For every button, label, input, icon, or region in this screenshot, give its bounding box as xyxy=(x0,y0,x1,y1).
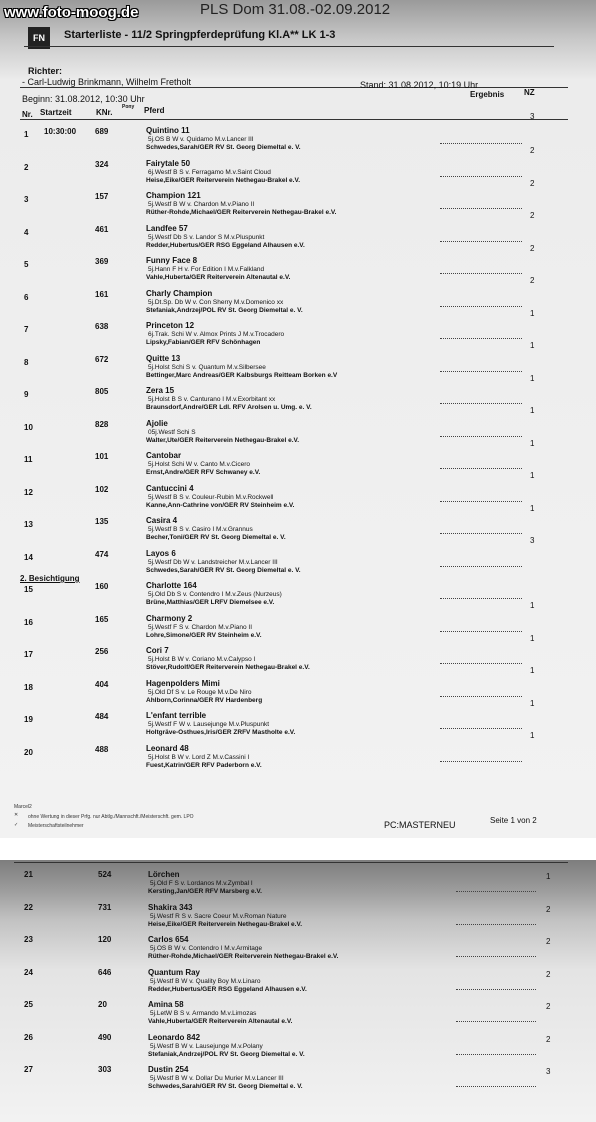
horse-name: L'enfant terrible xyxy=(146,711,207,721)
start-number: 5 xyxy=(24,260,29,269)
result-field xyxy=(440,142,522,144)
nz-value: 2 xyxy=(530,178,535,188)
head-number: 490 xyxy=(98,1032,112,1042)
list-item xyxy=(0,224,596,254)
start-number: 10 xyxy=(24,422,33,432)
rider-club: Schwedes,Sarah/GER RV St. Georg Diemeltal e. V. xyxy=(146,566,301,574)
result-field xyxy=(456,890,536,892)
head-number: 488 xyxy=(95,745,109,754)
list-item xyxy=(0,966,596,996)
start-time: 10:30:00 xyxy=(44,127,77,136)
horse-details: 5j.Holst B W v. Lord Z M.v.Cassini I xyxy=(148,754,250,761)
rider-club: Schwedes,Sarah/GER RV St. Georg Diemeltal e. V. xyxy=(146,144,301,151)
start-number: 8 xyxy=(24,357,29,367)
cross-icon: ✕ xyxy=(14,812,19,818)
start-number: 6 xyxy=(24,292,29,302)
rider-club: Braunsdorf,Andre/GER Ldl. RFV Arolsen u. Umg. e. V. xyxy=(146,404,312,411)
head-number: 102 xyxy=(95,484,109,494)
list-item xyxy=(0,191,596,221)
result-field xyxy=(440,695,522,697)
col-knr: KNr. xyxy=(96,108,113,117)
head-number: 101 xyxy=(95,452,109,461)
horse-details: 5j.Westf B W v. Lausejunge M.v.Polany xyxy=(150,1042,263,1050)
start-number: 16 xyxy=(24,617,33,627)
list-item xyxy=(0,711,596,741)
rider-club: Stöver,Rudolf/GER Reiterverein Nethegau-Brakel e.V. xyxy=(146,664,310,672)
list-item xyxy=(0,159,596,189)
nz-value: 2 xyxy=(530,243,535,253)
check-icon: ✓ xyxy=(14,822,19,828)
head-number: 120 xyxy=(98,935,112,944)
result-field xyxy=(456,955,536,957)
competition-title: Starterliste - 11/2 Springpferdeprüfung Kl.A** LK 1-3 xyxy=(64,29,336,41)
nz-value: 1 xyxy=(546,872,551,881)
rider-club: Ahlborn,Corinna/GER RV Hardenberg xyxy=(146,696,263,704)
nz-value: 1 xyxy=(530,601,535,610)
horse-name: Lörchen xyxy=(148,870,180,879)
horse-details: 5j.OS B W v. Quidamo M.v.Lancer III xyxy=(148,136,254,143)
horse-details: 5j.Westf F S v. Chardon M.v.Piano II xyxy=(148,623,253,631)
horse-details: 05j.Westf Schi S xyxy=(148,428,196,436)
start-number: 26 xyxy=(24,1032,33,1042)
result-field xyxy=(440,435,522,437)
start-time: Beginn: 31.08.2012, 10:30 Uhr xyxy=(22,94,145,104)
divider xyxy=(20,119,568,120)
result-field xyxy=(440,500,522,502)
nz-value: 1 xyxy=(530,373,535,383)
col-startzeit: Startzeit xyxy=(40,108,72,117)
result-field xyxy=(440,370,522,372)
horse-details: 5j.Holst B S v. Canturano I M.v.Exorbitant xx xyxy=(148,396,276,403)
head-number: 474 xyxy=(95,549,109,559)
rider-club: Schwedes,Sarah/GER RV St. Georg Diemeltal e. V. xyxy=(148,1083,303,1090)
horse-details: 5j.Holst B W v. Coriano M.v.Calypso I xyxy=(148,656,256,664)
horse-details: 5j.LetW B S v. Armando M.v.Limozas xyxy=(150,1010,257,1017)
start-number: 4 xyxy=(24,227,29,237)
nz-value: 2 xyxy=(530,211,535,220)
result-field xyxy=(440,337,522,339)
list-item xyxy=(0,933,596,963)
list-item xyxy=(0,354,596,384)
head-number: 20 xyxy=(98,1000,107,1009)
result-field xyxy=(456,923,536,925)
judges-label: Richter: xyxy=(28,66,63,76)
head-number: 805 xyxy=(95,387,109,396)
rider-club: Holtgräve-Osthues,Iris/GER ZRFV Mastholte e.V. xyxy=(146,729,296,737)
list-item xyxy=(0,386,596,416)
horse-name: Fairytale 50 xyxy=(146,158,191,168)
horse-name: Landfee 57 xyxy=(146,223,188,233)
horse-details: 5j.Holst Schi S v. Quantum M.v.Silbersee xyxy=(148,363,266,371)
list-item xyxy=(0,1063,596,1093)
start-number: 27 xyxy=(24,1065,33,1074)
horse-details: 5j.Hann F H v. For Edition I M.v.Falkland xyxy=(148,266,265,273)
horse-details: 5j.Old Df S v. Le Rouge M.v.De Niro xyxy=(148,688,252,696)
horse-details: 5j.Westf B S v. Couleur-Rubin M.v.Rockwell xyxy=(148,493,274,501)
horse-name: Amina 58 xyxy=(148,1000,184,1009)
result-field xyxy=(440,597,522,599)
rider-club: Redder,Hubertus/GER RSG Eggeland Alhausen e.V. xyxy=(148,985,307,993)
head-number: 157 xyxy=(95,192,109,201)
head-number: 256 xyxy=(95,647,109,657)
head-number: 404 xyxy=(95,679,109,689)
horse-name: Hagenpolders Mimi xyxy=(146,678,220,688)
horse-details: 5j.Old Db S v. Contendro I M.v.Zeus (Nurzeus) xyxy=(148,591,282,598)
horse-name: Cantuccini 4 xyxy=(146,483,194,493)
start-number: 19 xyxy=(24,715,33,725)
list-item xyxy=(0,256,596,286)
start-number: 2 xyxy=(24,162,29,172)
col-pferd: Pferd xyxy=(144,106,165,115)
horse-name: Shakira 343 xyxy=(148,902,193,912)
nz-value: 1 xyxy=(530,471,535,480)
horse-name: Charly Champion xyxy=(146,288,213,298)
horse-name: Charlotte 164 xyxy=(146,581,197,590)
result-field xyxy=(440,175,522,177)
list-item xyxy=(0,549,596,579)
start-number: 11 xyxy=(24,455,33,464)
list-item xyxy=(0,614,596,644)
start-number: 23 xyxy=(24,935,33,944)
list-item xyxy=(0,679,596,709)
horse-details: 5j.Westf B S v. Casiro I M.v.Grannus xyxy=(148,526,253,533)
horse-name: Casira 4 xyxy=(146,516,178,525)
result-field xyxy=(440,630,522,632)
rider-club: Vahle,Huberta/GER Reiterverein Altenautal e.V. xyxy=(146,274,291,281)
horse-name: Carlos 654 xyxy=(148,935,189,944)
result-field xyxy=(440,760,522,762)
result-field xyxy=(440,305,522,307)
nz-value: 3 xyxy=(546,1067,551,1076)
rider-club: Fuest,Katrin/GER RFV Paderborn e.V. xyxy=(146,762,262,769)
result-field xyxy=(440,532,522,534)
head-number: 324 xyxy=(95,159,109,169)
list-item xyxy=(0,868,596,898)
legend-no-rating: ohne Wertung in dieser Prfg. nur Abtlg./Mannschft./Meisterschft. gem. LPO xyxy=(28,814,194,820)
divider xyxy=(14,862,568,863)
horse-details: 5j.Dt.Sp. Db W v. Con Sherry M.v.Domenico xx xyxy=(148,298,284,306)
horse-details: 5j.Westf B W v. Chardon M.v.Piano II xyxy=(148,201,255,208)
result-field xyxy=(440,207,522,209)
horse-name: Princeton 12 xyxy=(146,321,195,330)
nz-value: 1 xyxy=(530,666,535,676)
start-number: 18 xyxy=(24,682,33,692)
rider-club: Kersting,Jan/GER RFV Marsberg e.V. xyxy=(148,888,262,895)
rider-club: Lipsky,Fabian/GER RFV Schönhagen xyxy=(146,339,261,346)
horse-details: 5j.Old F S v. Lordanos M.v.Zymbal I xyxy=(150,880,253,887)
head-number: 484 xyxy=(95,712,109,722)
result-field xyxy=(440,402,522,404)
result-field xyxy=(456,1053,536,1055)
nz-value: 1 xyxy=(530,503,535,513)
result-field xyxy=(440,662,522,664)
list-item xyxy=(0,321,596,351)
horse-details: 5j.OS B W v. Contendro I M.v.Armitage xyxy=(150,945,263,952)
rider-club: Brüne,Matthias/GER LRFV Diemelsee e.V. xyxy=(146,599,275,606)
legend-championship: Meisterschaftsteilnehmer xyxy=(28,823,84,829)
nz-value: 1 xyxy=(530,633,535,643)
start-number: 12 xyxy=(24,487,33,497)
nz-value: 2 xyxy=(546,1002,551,1011)
rider-club: Rüther-Rohde,Michael/GER Reiterverein Nethegau-Brakel e.V. xyxy=(146,209,337,216)
rider-club: Heise,Eike/GER Reiterverein Nethegau-Brakel e.V. xyxy=(148,920,303,928)
head-number: 731 xyxy=(98,902,112,912)
nz-value: 1 xyxy=(530,406,535,415)
start-number: 25 xyxy=(24,1000,33,1009)
head-number: 135 xyxy=(95,517,109,526)
rider-club: Walter,Ute/GER Reiterverein Nethegau-Brakel e.V. xyxy=(146,436,300,444)
nz-value: 1 xyxy=(530,698,535,708)
horse-details: 6j.Westf B S v. Ferragamo M.v.Saint Cloud xyxy=(148,168,271,176)
nz-value: 2 xyxy=(546,1034,551,1044)
horse-name: Charmony 2 xyxy=(146,613,193,623)
start-number: 1 xyxy=(24,130,29,139)
start-number: 14 xyxy=(24,552,33,562)
horse-name: Funny Face 8 xyxy=(146,256,198,265)
nz-value: 1 xyxy=(530,308,535,318)
start-number: 3 xyxy=(24,195,29,204)
horse-name: Quitte 13 xyxy=(146,353,181,363)
start-number: 17 xyxy=(24,650,33,660)
stand-timestamp: Stand: 31.08.2012, 10:19 Uhr xyxy=(360,80,479,90)
divider xyxy=(24,46,554,47)
head-number: 828 xyxy=(95,419,109,429)
horse-details: 5j.Westf Db W v. Landstreicher M.v.Lancer III xyxy=(148,558,278,566)
rider-club: Redder,Hubertus/GER RSG Eggeland Alhausen e.V. xyxy=(146,241,305,249)
rider-club: Heise,Eike/GER Reiterverein Nethegau-Brakel e.V. xyxy=(146,176,301,184)
horse-name: Quintino 11 xyxy=(146,126,190,135)
result-header: Ergebnis xyxy=(470,90,505,99)
list-item xyxy=(0,998,596,1028)
nz-value: 2 xyxy=(530,146,535,155)
start-number: 13 xyxy=(24,520,33,529)
list-item xyxy=(0,451,596,481)
horse-details: 5j.Westf Db S v. Landor S M.v.Pluspunkt xyxy=(148,233,265,241)
horse-name: Cantobar xyxy=(146,451,182,460)
result-field xyxy=(456,988,536,990)
list-item xyxy=(0,744,596,774)
horse-details: 5j.Westf B W v. Dollar Du Murier M.v.Lancer III xyxy=(150,1075,284,1082)
col-nr: Nr. xyxy=(22,110,33,119)
horse-details: 5j.Westf F W v. Lausejunge M.v.Pluspunkt xyxy=(148,721,270,729)
horse-details: 5j.Holst Schi W v. Canto M.v.Cicero xyxy=(148,461,250,468)
list-item xyxy=(0,419,596,449)
head-number: 165 xyxy=(95,614,109,624)
nz-value: 2 xyxy=(530,276,535,285)
horse-name: Cori 7 xyxy=(146,646,169,656)
horse-name: Champion 121 xyxy=(146,191,201,200)
start-number: 9 xyxy=(24,390,29,399)
pc-name: PC:MASTERNEU xyxy=(384,820,456,830)
nz-value: 1 xyxy=(530,438,535,448)
rider-club: Lohre,Simone/GER RV Steinheim e.V. xyxy=(146,631,262,639)
section-2-besichtigung: 2. Besichtigung xyxy=(20,574,80,583)
result-field xyxy=(440,467,522,469)
head-number: 461 xyxy=(95,224,109,234)
horse-name: Leonard 48 xyxy=(146,744,189,753)
head-number: 303 xyxy=(98,1065,112,1074)
rider-club: Becher,Toni/GER RV St. Georg Diemeltal e. V. xyxy=(146,534,286,541)
starter-list-page-2 xyxy=(0,860,596,1122)
list-item xyxy=(0,289,596,319)
horse-name: Quantum Ray xyxy=(148,967,201,977)
list-item xyxy=(0,516,596,546)
list-item xyxy=(0,1031,596,1061)
list-item xyxy=(0,126,596,156)
rider-club: Stefaniak,Andrzej/POL RV St. Georg Diemeltal e. V. xyxy=(146,306,303,314)
judges-names: - Carl-Ludwig Brinkmann, Wilhelm Fretholt xyxy=(22,77,192,87)
top-nz-value: 3 xyxy=(530,112,535,121)
nz-header: NZ xyxy=(524,88,535,97)
nz-value: 1 xyxy=(530,341,535,350)
list-item xyxy=(0,581,596,611)
nz-value: 1 xyxy=(530,731,535,741)
col-pony: Pony xyxy=(122,104,135,110)
head-number: 369 xyxy=(95,257,109,266)
head-number: 672 xyxy=(95,354,109,364)
page-number: Seite 1 von 2 xyxy=(490,816,537,825)
rider-club: Bettinger,Marc Andreas/GER Kalbsburgs Reitteam Borken e.V xyxy=(146,371,338,379)
start-number: 15 xyxy=(24,585,33,594)
horse-name: Leonardo 842 xyxy=(148,1032,201,1042)
horse-details: 5j.Westf B W v. Quality Boy M.v.Linaro xyxy=(150,977,261,985)
result-field xyxy=(440,272,522,274)
legend-title: Marcel2 xyxy=(14,804,32,810)
list-item xyxy=(0,901,596,931)
watermark: www.foto-moog.de xyxy=(4,4,139,21)
head-number: 160 xyxy=(95,582,109,591)
rider-club: Vahle,Huberta/GER Reiterverein Altenautal e.V. xyxy=(148,1018,293,1025)
nz-value: 2 xyxy=(546,904,551,914)
rider-club: Stefaniak,Andrzej/POL RV St. Georg Diemeltal e. V. xyxy=(148,1050,305,1058)
horse-details: 5j.Westf R S v. Sacre Coeur M.v.Roman Nature xyxy=(150,912,287,920)
result-field xyxy=(456,1020,536,1022)
list-item xyxy=(0,646,596,676)
head-number: 524 xyxy=(98,870,112,879)
result-field xyxy=(456,1085,536,1087)
head-number: 689 xyxy=(95,127,109,136)
horse-details: 6j.Trak. Schi W v. Almox Prints J M.v.Trocadero xyxy=(148,331,285,338)
divider xyxy=(20,87,568,88)
head-number: 161 xyxy=(95,289,109,299)
fn-logo-icon: FN xyxy=(28,27,50,49)
list-item xyxy=(0,484,596,514)
result-field xyxy=(440,240,522,242)
start-number: 7 xyxy=(24,325,29,334)
horse-name: Dustin 254 xyxy=(148,1065,189,1074)
start-number: 20 xyxy=(24,748,33,757)
horse-name: Layos 6 xyxy=(146,548,176,558)
nz-value: 3 xyxy=(530,536,535,545)
event-title: PLS Dom 31.08.-02.09.2012 xyxy=(200,1,391,18)
rider-club: Ernst,Andre/GER RFV Schwaney e.V. xyxy=(146,469,261,476)
nz-value: 2 xyxy=(546,969,551,979)
rider-club: Rüther-Rohde,Michael/GER Reiterverein Nethegau-Brakel e.V. xyxy=(148,953,339,960)
head-number: 638 xyxy=(95,322,109,331)
result-field xyxy=(440,727,522,729)
head-number: 646 xyxy=(98,967,112,977)
result-field xyxy=(440,565,522,567)
page-gap xyxy=(0,838,596,860)
start-number: 21 xyxy=(24,870,33,879)
nz-value: 2 xyxy=(546,937,551,946)
horse-name: Ajolie xyxy=(146,418,168,428)
start-number: 22 xyxy=(24,902,33,912)
horse-name: Zera 15 xyxy=(146,386,175,395)
rider-club: Kanne,Ann-Cathrine von/GER RV Steinheim e.V. xyxy=(146,501,295,509)
start-number: 24 xyxy=(24,967,33,977)
